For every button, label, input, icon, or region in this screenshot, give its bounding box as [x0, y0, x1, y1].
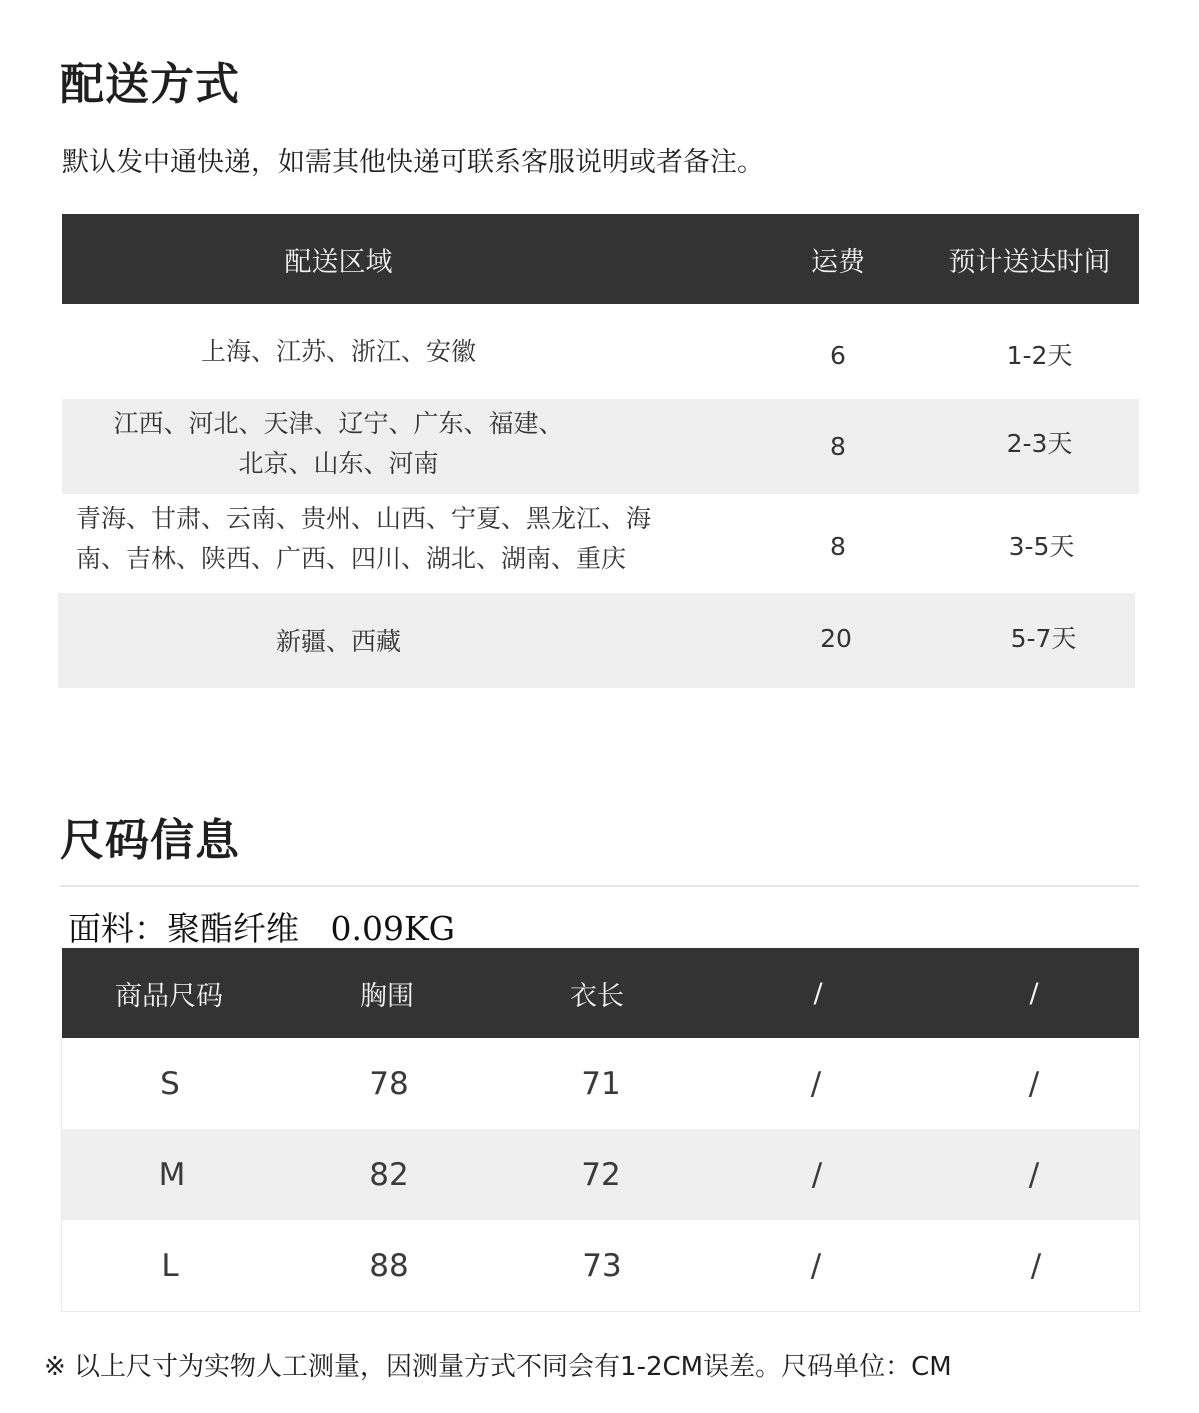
col4-cell: / [810, 1247, 822, 1284]
size-note: ※ 以上尺寸为实物人工测量，因测量方式不同会有1-2CM误差。尺码单位：CM [44, 1352, 952, 1382]
header-size: 商品尺码 [115, 980, 223, 1012]
size-cell: S [160, 1065, 180, 1102]
time-cell: 1-2天 [1006, 340, 1073, 370]
shipping-row [62, 304, 1139, 399]
col5-cell: / [1028, 1065, 1040, 1102]
chest-cell: 82 [369, 1156, 409, 1193]
shipping-title: 配送方式 [60, 59, 240, 110]
time-cell: 3-5天 [1008, 532, 1075, 561]
size-cell: L [161, 1247, 179, 1284]
length-cell: 71 [581, 1065, 621, 1102]
shipping-row [58, 593, 1135, 688]
region-cell [62, 399, 615, 489]
header-time: 预计送达时间 [948, 246, 1111, 278]
region-line: 南、吉林、陕西、广西、四川、湖北、湖南、重庆 [76, 544, 627, 573]
size-row [62, 1220, 1139, 1311]
time-cell: 2-3天 [1006, 429, 1073, 458]
region-cell: 上海、江苏、浙江、安徽 [200, 336, 476, 366]
size-row [62, 1129, 1139, 1220]
fabric-info: 面料：聚酯纤维 0.09KG [68, 909, 455, 948]
length-cell: 73 [582, 1247, 622, 1284]
region-cell: 新疆、西藏 [275, 627, 401, 656]
shipping-table-header [62, 214, 1139, 304]
size-table [61, 1038, 1140, 1312]
header-col5: / [1029, 977, 1039, 1009]
fee-cell: 8 [830, 532, 846, 561]
region-cell [76, 494, 736, 584]
chest-cell: 78 [369, 1065, 409, 1102]
size-row [62, 1038, 1139, 1129]
region-line: 北京、山东、河南 [238, 449, 439, 478]
col4-cell: / [811, 1156, 823, 1193]
col4-cell: / [810, 1065, 822, 1102]
header-chest: 胸围 [360, 980, 414, 1012]
fee-cell: 8 [830, 431, 846, 461]
shipping-row [62, 494, 1139, 593]
col5-cell: / [1030, 1247, 1042, 1284]
col5-cell: / [1028, 1156, 1040, 1193]
length-cell: 72 [581, 1156, 621, 1193]
size-title: 尺码信息 [60, 815, 240, 866]
time-cell: 5-7天 [1010, 624, 1077, 653]
header-length: 衣长 [570, 980, 624, 1012]
shipping-description: 默认发中通快递，如需其他快递可联系客服说明或者备注。 [62, 147, 764, 178]
divider [60, 885, 1139, 887]
header-col4: / [813, 977, 823, 1009]
size-cell: M [158, 1156, 186, 1193]
region-line: 青海、甘肃、云南、贵州、山西、宁夏、黑龙江、海 [76, 504, 652, 533]
fee-cell: 6 [830, 340, 846, 370]
header-fee: 运费 [811, 246, 865, 278]
shipping-row [62, 399, 1139, 494]
fee-cell: 20 [820, 624, 852, 653]
chest-cell: 88 [369, 1247, 409, 1284]
header-region: 配送区域 [284, 246, 393, 278]
region-line: 江西、河北、天津、辽宁、广东、福建、 [113, 409, 564, 438]
size-table-header [62, 948, 1139, 1038]
